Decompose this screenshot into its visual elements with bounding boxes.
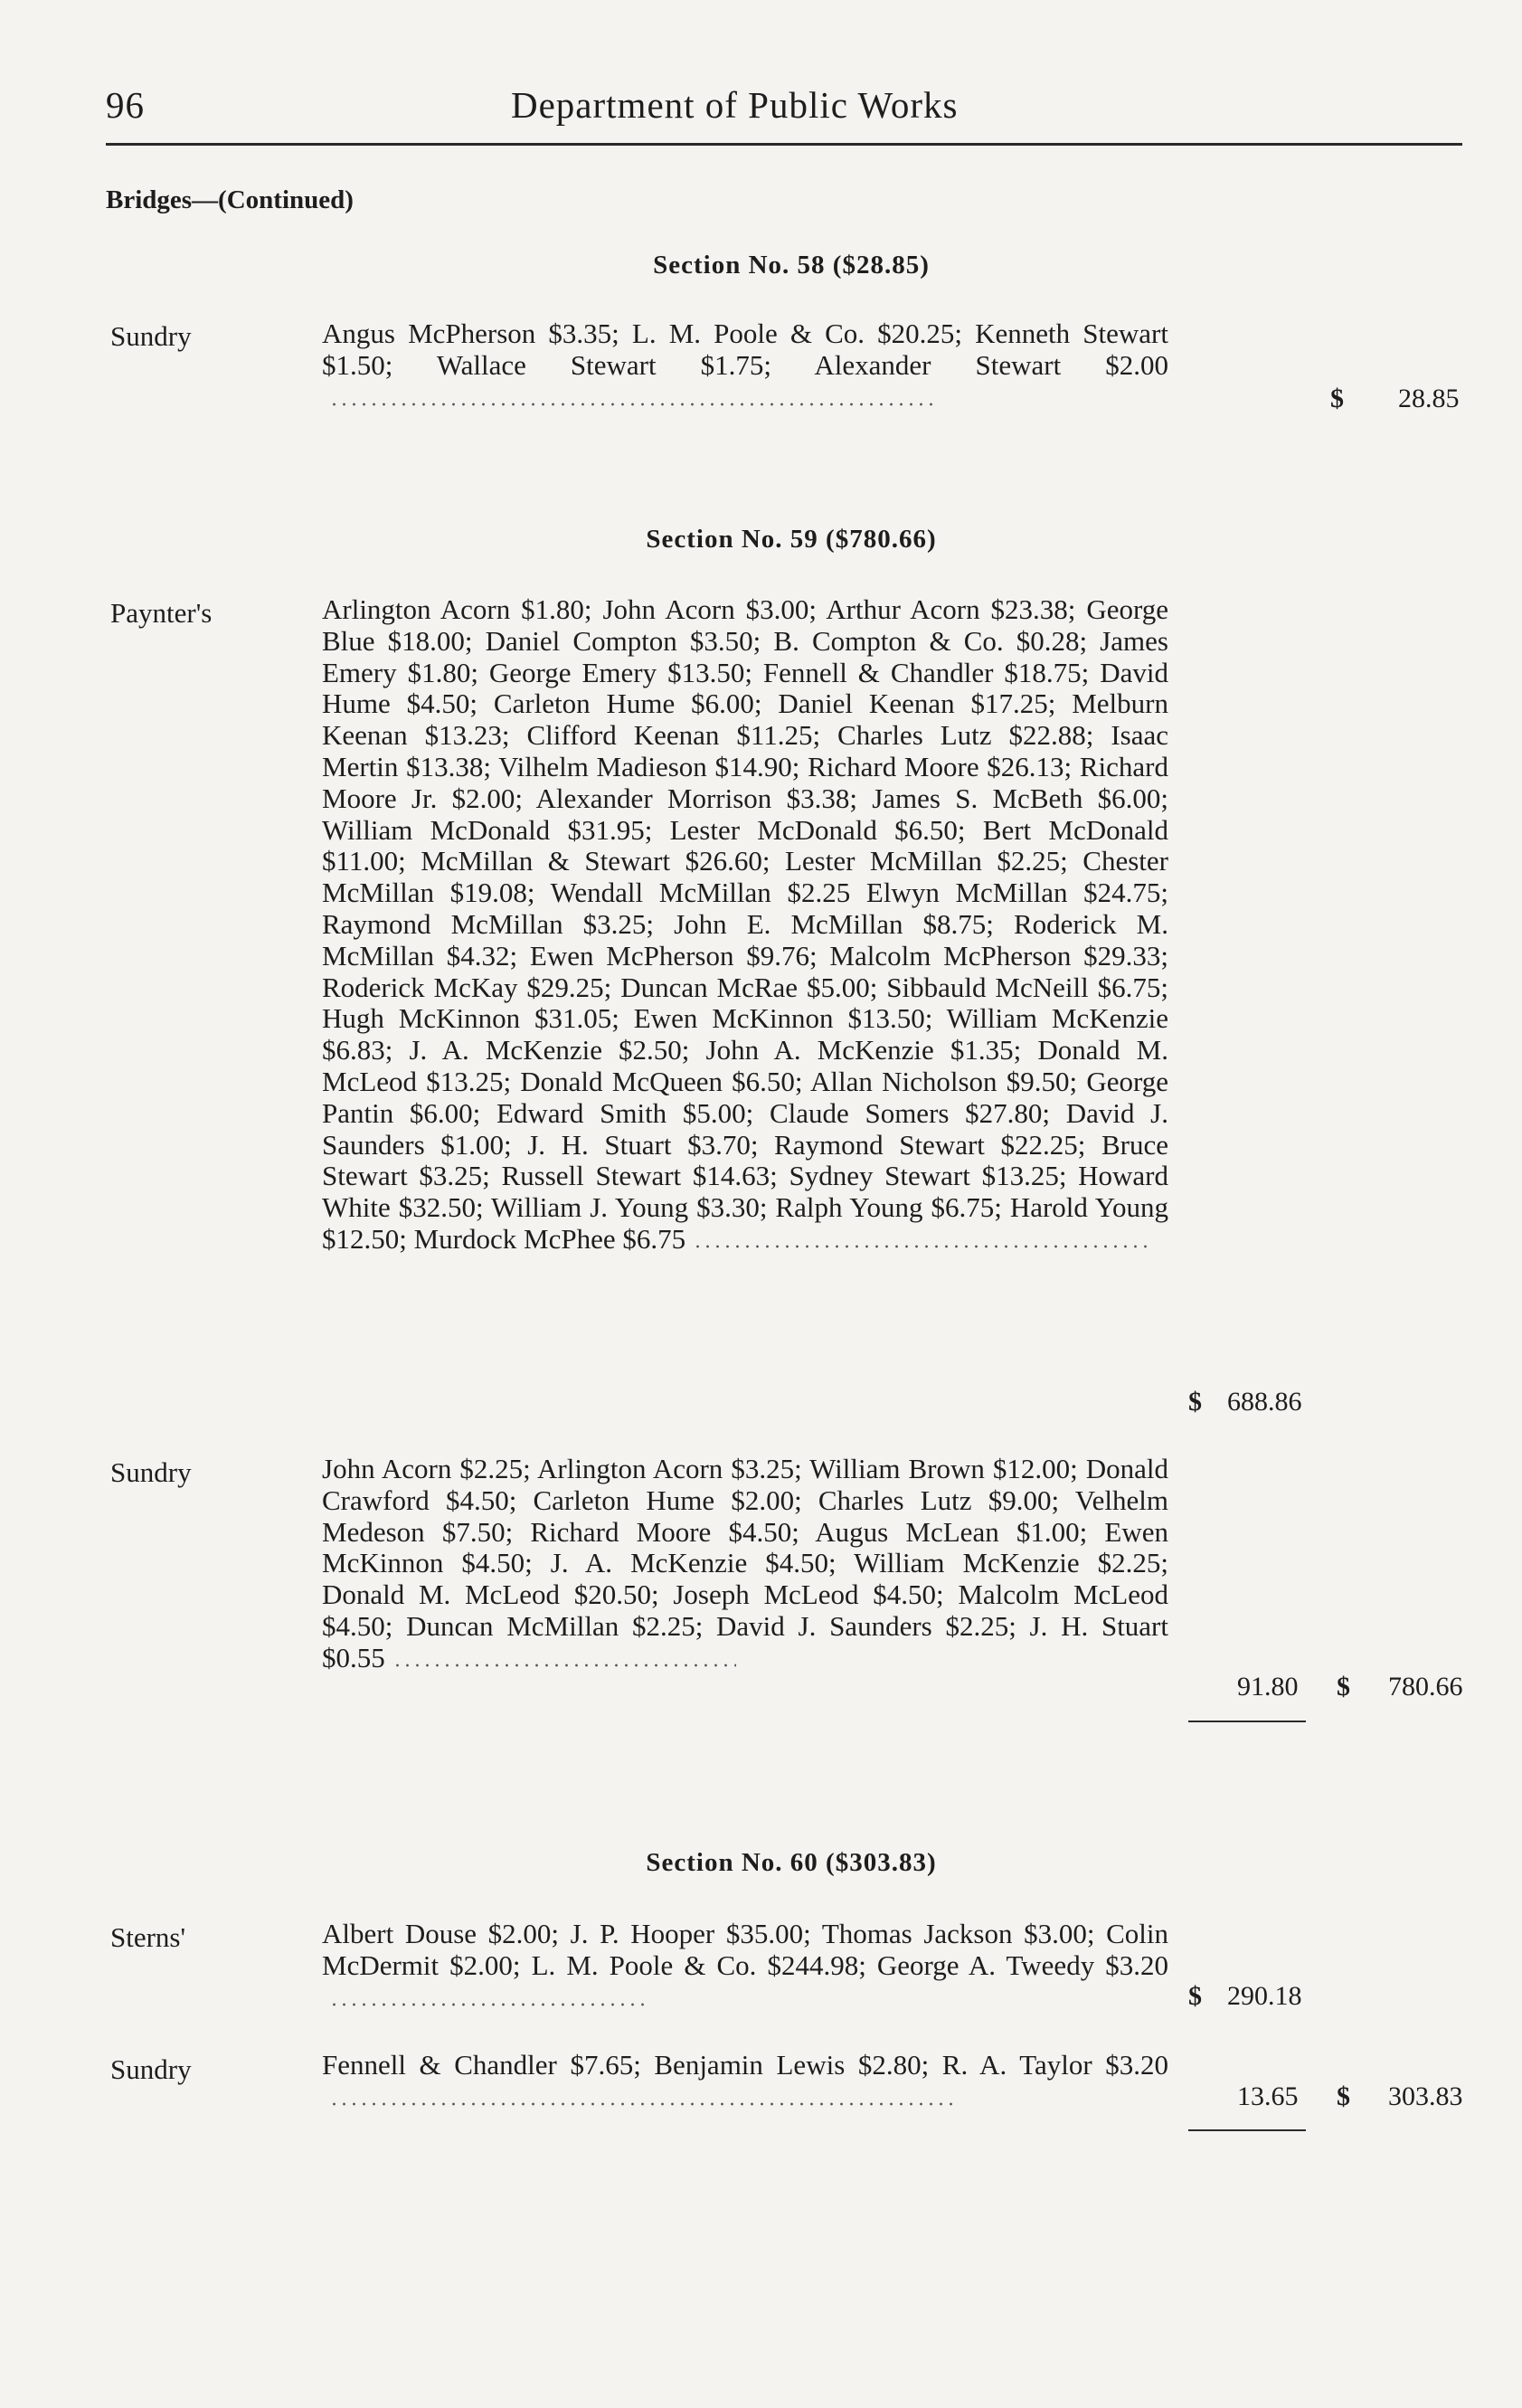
leader-dots: [329, 2102, 953, 2106]
entry-label: Sundry: [110, 320, 192, 352]
entry-text-content: John Acorn $2.25; Arlington Acorn $3.25; William Brown $12.00; Donald Crawford $4.50; Carleton Hume $2.00; Charles Lutz $9.00; Velhelm Medeson $7.50; Richard Moore $4.50; Augus McLean $1.00; Ewen McKinnon $4.50; J. A. McKenzie $4.50; William McKenzie $2.25; Donald M. McLeod $20.50; Joseph McLeod $4.50; Malcolm McLeod $4.50; Duncan McMillan $2.25; David J. Saunders $2.25; J. H. Stuart $0.55: [322, 1453, 1168, 1673]
section-total: 28.85: [1398, 384, 1460, 413]
entry-text: [322, 594, 1168, 1256]
entry-label: Sundry: [110, 2053, 192, 2085]
sum-rule: [1188, 1721, 1306, 1722]
currency-sign: $: [1188, 1981, 1202, 2011]
entry-text: [322, 318, 1168, 412]
entry-text: [322, 2050, 1168, 2113]
entry-text: [322, 1919, 1168, 2013]
section-total: 303.83: [1388, 2081, 1463, 2111]
page-number: 96: [106, 84, 145, 126]
currency-sign: $: [1337, 2081, 1350, 2111]
entry-label: Paynter's: [110, 597, 213, 629]
entry-text-content: Angus McPherson $3.35; L. M. Poole & Co. $20.25; Kenneth Stewart $1.50; Wallace Stewart $1.75; Alexander Stewart $2.00: [322, 318, 1168, 381]
header-rule: [106, 143, 1462, 146]
section-59-title: Section No. 59 ($780.66): [646, 525, 937, 554]
sum-rule: [1188, 2129, 1306, 2131]
entry-text-content: Arlington Acorn $1.80; John Acorn $3.00; Arthur Acorn $23.38; George Blue $18.00; Daniel Compton $3.50; B. Compton & Co. $0.28; James Emery $1.80; George Emery $13.50; Fennell & Chandler $18.75; David Hume $4.50; Carleton Hume $6.00; Daniel Keenan $17.25; Melburn Keenan $13.23; Clifford Keenan $11.25; Charles Lutz $22.88; Isaac Mertin $13.38; Vilhelm Madieson $14.90; Richard Moore $26.13; Richard Moore Jr. $2.00; Alexander Morrison $3.38; James S. McBeth $6.00; William McDonald $31.95; Lester McDonald $6.50; Bert McDonald $11.00; McMillan & Stewart $26.60; Lester McMillan $2.25; Chester McMillan $19.08; Wendall McMillan $2.25 Elwyn McMillan $24.75; Raymond McMillan $3.25; John E. McMillan $8.75; Roderick M. McMillan $4.32; Ewen McPherson $9.76; Malcolm McPherson $29.33; Roderick McKay $29.25; Duncan McRae $5.00; Sibbauld McNeill $6.75; Hugh McKinnon $31.05; Ewen McKinnon $13.50; William McKenzie $6.83; J. A. McKenzie $2.50; John A. McKenzie $1.35; Donald M. McLeod $13.25; Donald McQueen $6.50; Allan Nicholson $9.50; George Pantin $6.00; Edward Smith $5.00; Claude Somers $27.80; David J. Saunders $1.00; J. H. Stuart $3.70; Raymond Stewart $22.25; Bruce Stewart $3.25; Russell Stewart $14.63; Sydney Stewart $13.25; Howard White $32.50; William J. Young $3.30; Ralph Young $6.75; Harold Young $12.50; Murdock McPhee $6.75: [322, 593, 1168, 1255]
subtotal: 13.65: [1237, 2081, 1299, 2111]
currency-sign: $: [1330, 384, 1344, 413]
subtotal: 688.86: [1227, 1387, 1302, 1417]
entry-label: Sundry: [110, 1456, 192, 1488]
section-total: 780.66: [1388, 1672, 1463, 1702]
subtotal: 91.80: [1237, 1672, 1299, 1702]
currency-sign: $: [1188, 1387, 1202, 1417]
leader-dots: [693, 1245, 1154, 1248]
leader-dots: [329, 2003, 650, 2006]
category-heading: Bridges—(Continued): [106, 185, 354, 214]
entry-text-content: Fennell & Chandler $7.65; Benjamin Lewis $2.80; R. A. Taylor $3.20: [322, 2049, 1168, 2081]
subtotal: 290.18: [1227, 1981, 1302, 2011]
leader-dots: [392, 1664, 736, 1667]
entry-text: [322, 1454, 1168, 1674]
page-title: Department of Public Works: [511, 84, 959, 126]
entry-text-content: Albert Douse $2.00; J. P. Hooper $35.00; Thomas Jackson $3.00; Colin McDermit $2.00; L. M. Poole & Co. $244.98; George A. Tweedy $3.20: [322, 1918, 1168, 1981]
section-60-title: Section No. 60 ($303.83): [646, 1848, 937, 1877]
currency-sign: $: [1337, 1672, 1350, 1702]
entry-label: Sterns': [110, 1921, 186, 1953]
section-58-title: Section No. 58 ($28.85): [653, 251, 930, 280]
leader-dots: [329, 403, 937, 406]
